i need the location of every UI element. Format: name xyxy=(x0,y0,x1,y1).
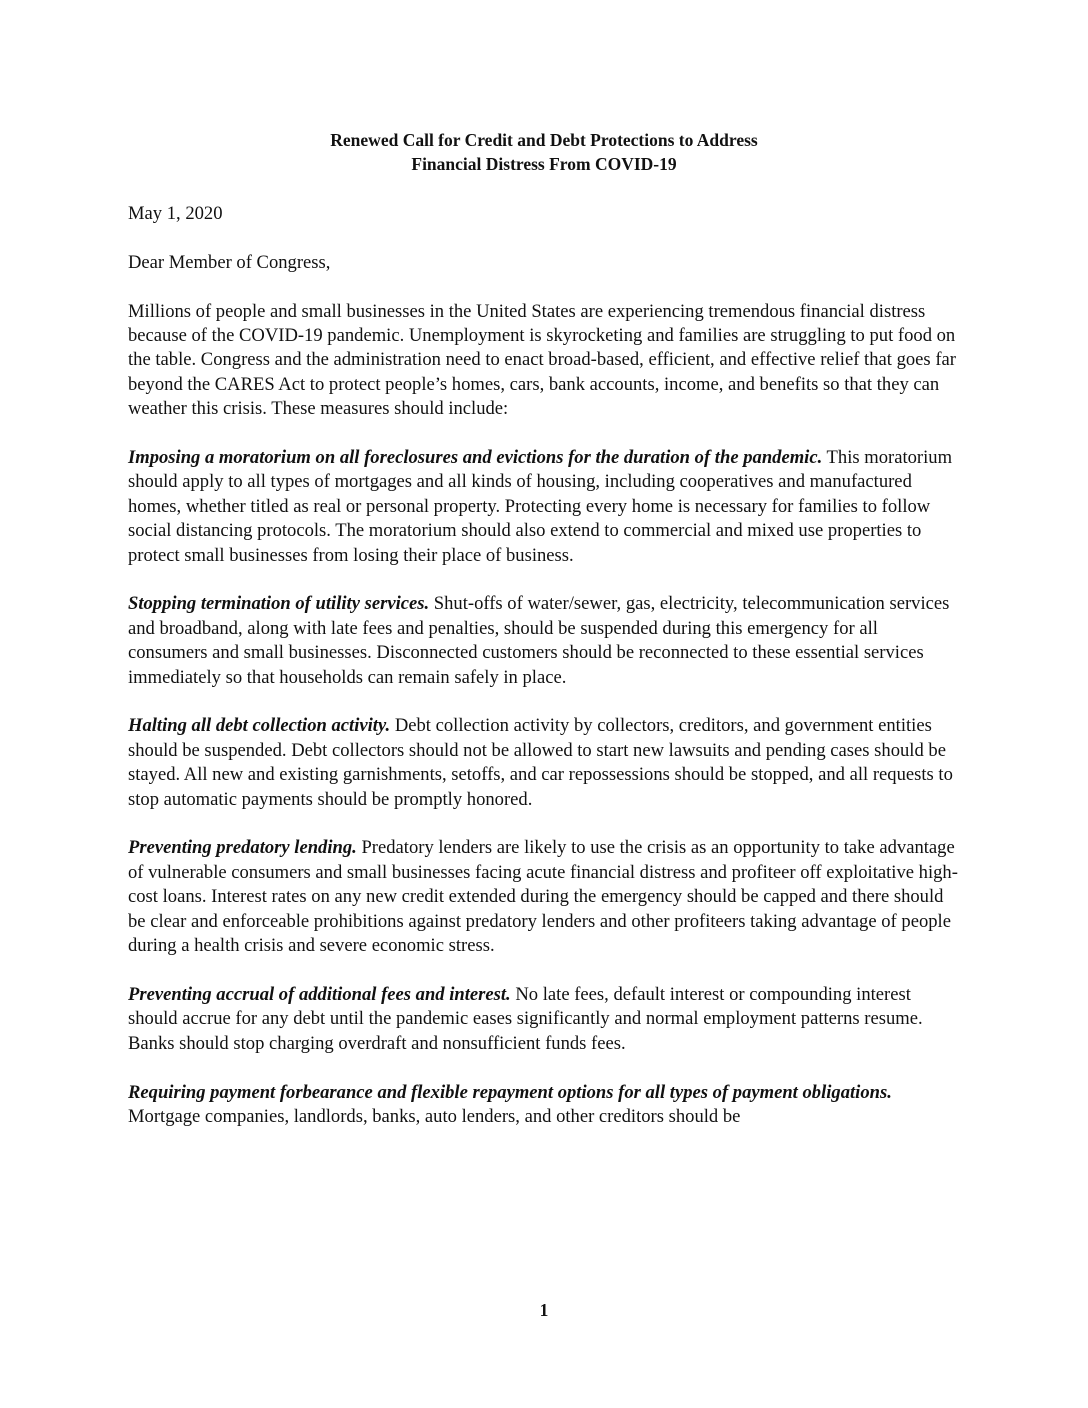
section-utility-services xyxy=(128,592,960,690)
letter-date: May 1, 2020 xyxy=(128,203,223,224)
section-heading: Stopping termination of utility services. xyxy=(128,593,430,615)
section-heading: Requiring payment forbearance and flexible repayment options for all types of payment obligations. xyxy=(128,1081,892,1103)
salutation: Dear Member of Congress, xyxy=(128,251,331,273)
section-heading: Halting all debt collection activity. xyxy=(128,715,391,737)
section-debt-collection xyxy=(128,714,960,812)
page-number: 1 xyxy=(539,1300,549,1320)
section-text: Shut-offs of water/sewer, gas, electricity, telecommunication services and broadband, along with late fees and penalties, should be suspended during this emergency for all consumers and small businesses. Disconnected customers should be reconnected to these essential services immediately so that households can remain safely in place. xyxy=(128,593,950,688)
section-heading: Imposing a moratorium on all foreclosures and evictions for the duration of the pandemic. xyxy=(128,447,823,469)
section-predatory-lending xyxy=(128,836,960,958)
section-payment-forbearance xyxy=(128,1081,960,1130)
document-body xyxy=(128,202,960,1154)
section-foreclosure-moratorium xyxy=(128,446,960,568)
document-title xyxy=(0,128,1088,176)
title-line-1: Renewed Call for Credit and Debt Protections to Address xyxy=(330,130,758,150)
section-text: Debt collection activity by collectors, creditors, and government entities should be suspended. Debt collectors should not be allowed to start new lawsuits and pending cases should be stayed. All new and existing garnishments, setoffs, and car repossessions should be stopped, and all requests to stop automatic payments should be promptly honored. xyxy=(128,715,953,810)
section-heading: Preventing accrual of additional fees and interest. xyxy=(128,983,511,1005)
intro-paragraph: Millions of people and small businesses in the United States are experiencing tremendous financial distress because of the COVID-19 pandemic. Unemployment is skyrocketing and families are struggling to put food on the table. Congress and the administration need to enact broad-based, efficient, and effective relief that goes far beyond the CARES Act to protect people’s homes, cars, bank accounts, income, and benefits so that they can weather this crisis. These measures should include: xyxy=(128,300,956,420)
section-text: Mortgage companies, landlords, banks, auto lenders, and other creditors should be xyxy=(128,1105,741,1127)
section-fees-interest xyxy=(128,983,960,1056)
section-text: This moratorium should apply to all types of mortgages and all kinds of housing, including cooperatives and manufactured homes, whether titled as real or personal property. Protecting every home is necessary for families to follow social distancing protocols. The moratorium should also extend to commercial and mixed use properties to protect small businesses from losing their place of business. xyxy=(128,447,953,566)
section-text: No late fees, default interest or compounding interest should accrue for any debt until the pandemic eases significantly and normal employment patterns resume. Banks should stop charging overdraft and nonsufficient funds fees. xyxy=(128,983,923,1054)
section-heading: Preventing predatory lending. xyxy=(128,837,357,859)
section-text: Predatory lenders are likely to use the crisis as an opportunity to take advantage of vulnerable consumers and small businesses facing acute financial distress and profiteer off exploitative high-cost loans. Interest rates on any new credit extended during the emergency should be capped and there should be clear and enforceable prohibitions against predatory lenders and other profiteers taking advantage of people during a health crisis and severe economic stress. xyxy=(128,837,958,957)
title-line-2: Financial Distress From COVID-19 xyxy=(411,154,677,174)
